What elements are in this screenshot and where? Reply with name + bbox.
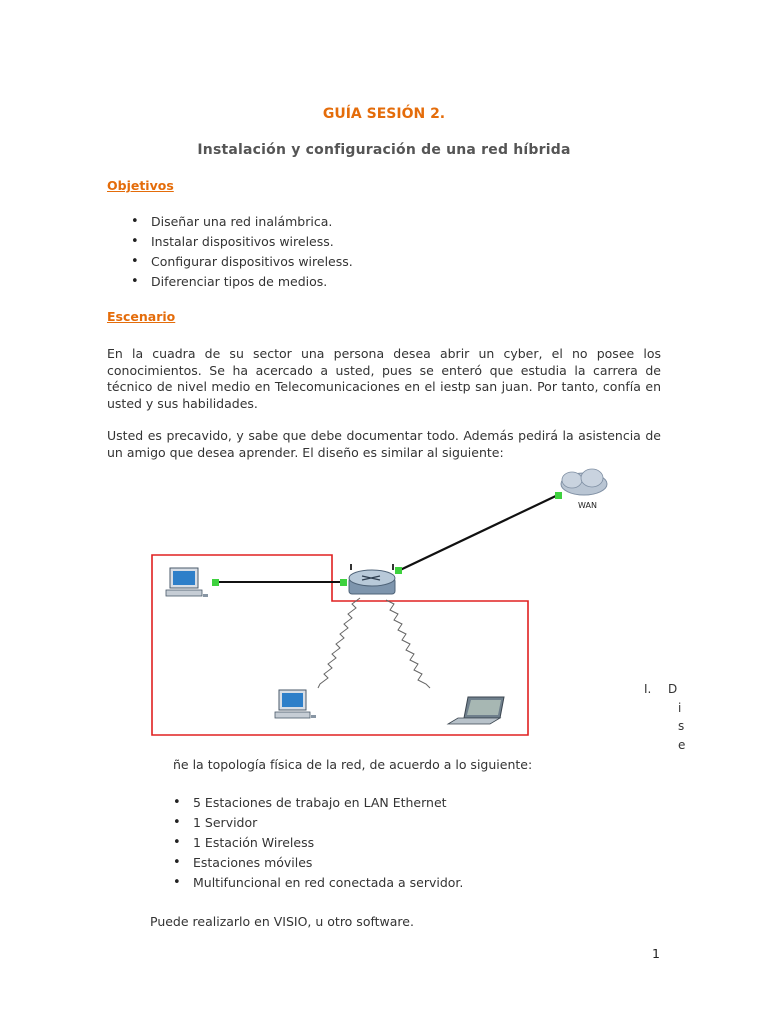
requirement-item: • 5 Estaciones de trabajo en LAN Ethernet — [170, 793, 463, 813]
scenario-heading: Escenario — [107, 309, 176, 324]
objective-item: • Configurar dispositivos wireless. — [128, 252, 353, 272]
requirement-item: • Multifuncional en red conectada a servidor. — [170, 873, 463, 893]
desktop-pc-icon — [166, 568, 208, 597]
item-letter: D — [668, 682, 678, 696]
wireless-link-laptop — [386, 600, 430, 688]
document-title: GUÍA SESIÓN 2. — [322, 106, 446, 122]
scenario-paragraph-2: Usted es precavido, y sabe que debe documentar todo. Además pedirá la asistencia de un amigo que desea aprender. El diseño es similar al siguiente: — [107, 428, 661, 460]
network-topology-diagram — [0, 460, 768, 750]
objectives-heading: Objetivos — [107, 178, 174, 193]
item-numeral: I. — [644, 682, 652, 696]
wan-link — [398, 494, 560, 571]
objective-item: • Diseñar una red inalámbrica. — [128, 212, 353, 232]
requirement-item: • 1 Servidor — [170, 813, 463, 833]
cloud-icon — [561, 469, 607, 495]
requirements-list — [170, 793, 463, 893]
requirement-item: • Estaciones móviles — [170, 853, 463, 873]
router-icon — [349, 564, 395, 594]
page-number: 1 — [652, 946, 660, 961]
closing-note: Puede realizarlo en VISIO, u otro software. — [150, 914, 414, 929]
objectives-list — [128, 212, 353, 292]
item-letter: e — [678, 738, 686, 752]
objective-item: • Diferenciar tipos de medios. — [128, 272, 353, 292]
wireless-pc-icon — [275, 690, 316, 718]
link-status-dot — [212, 579, 219, 586]
wan-label: WAN — [578, 501, 597, 510]
laptop-icon — [448, 697, 504, 724]
item-letter: s — [678, 719, 685, 733]
link-status-dot — [340, 579, 347, 586]
link-status-dot — [555, 492, 562, 499]
objective-item: • Instalar dispositivos wireless. — [128, 232, 353, 252]
requirement-item: • 1 Estación Wireless — [170, 833, 463, 853]
link-status-dot — [395, 567, 402, 574]
scenario-paragraph-1: En la cuadra de su sector una persona desea abrir un cyber, el no posee los conocimientos. Se ha acercado a usted, pues se enteró que estudia la carrera de técnico de nivel medio en Telecomunicaciones en el iestp san juan. Por tanto, confía en usted y sus habilidades. — [107, 346, 661, 411]
document-subtitle: Instalación y configuración de una red híbrida — [197, 142, 571, 158]
wireless-link-pc — [318, 598, 360, 688]
item-1-text: ñe la topología física de la red, de acuerdo a lo siguiente: — [173, 757, 533, 772]
item-letter: i — [678, 701, 682, 715]
